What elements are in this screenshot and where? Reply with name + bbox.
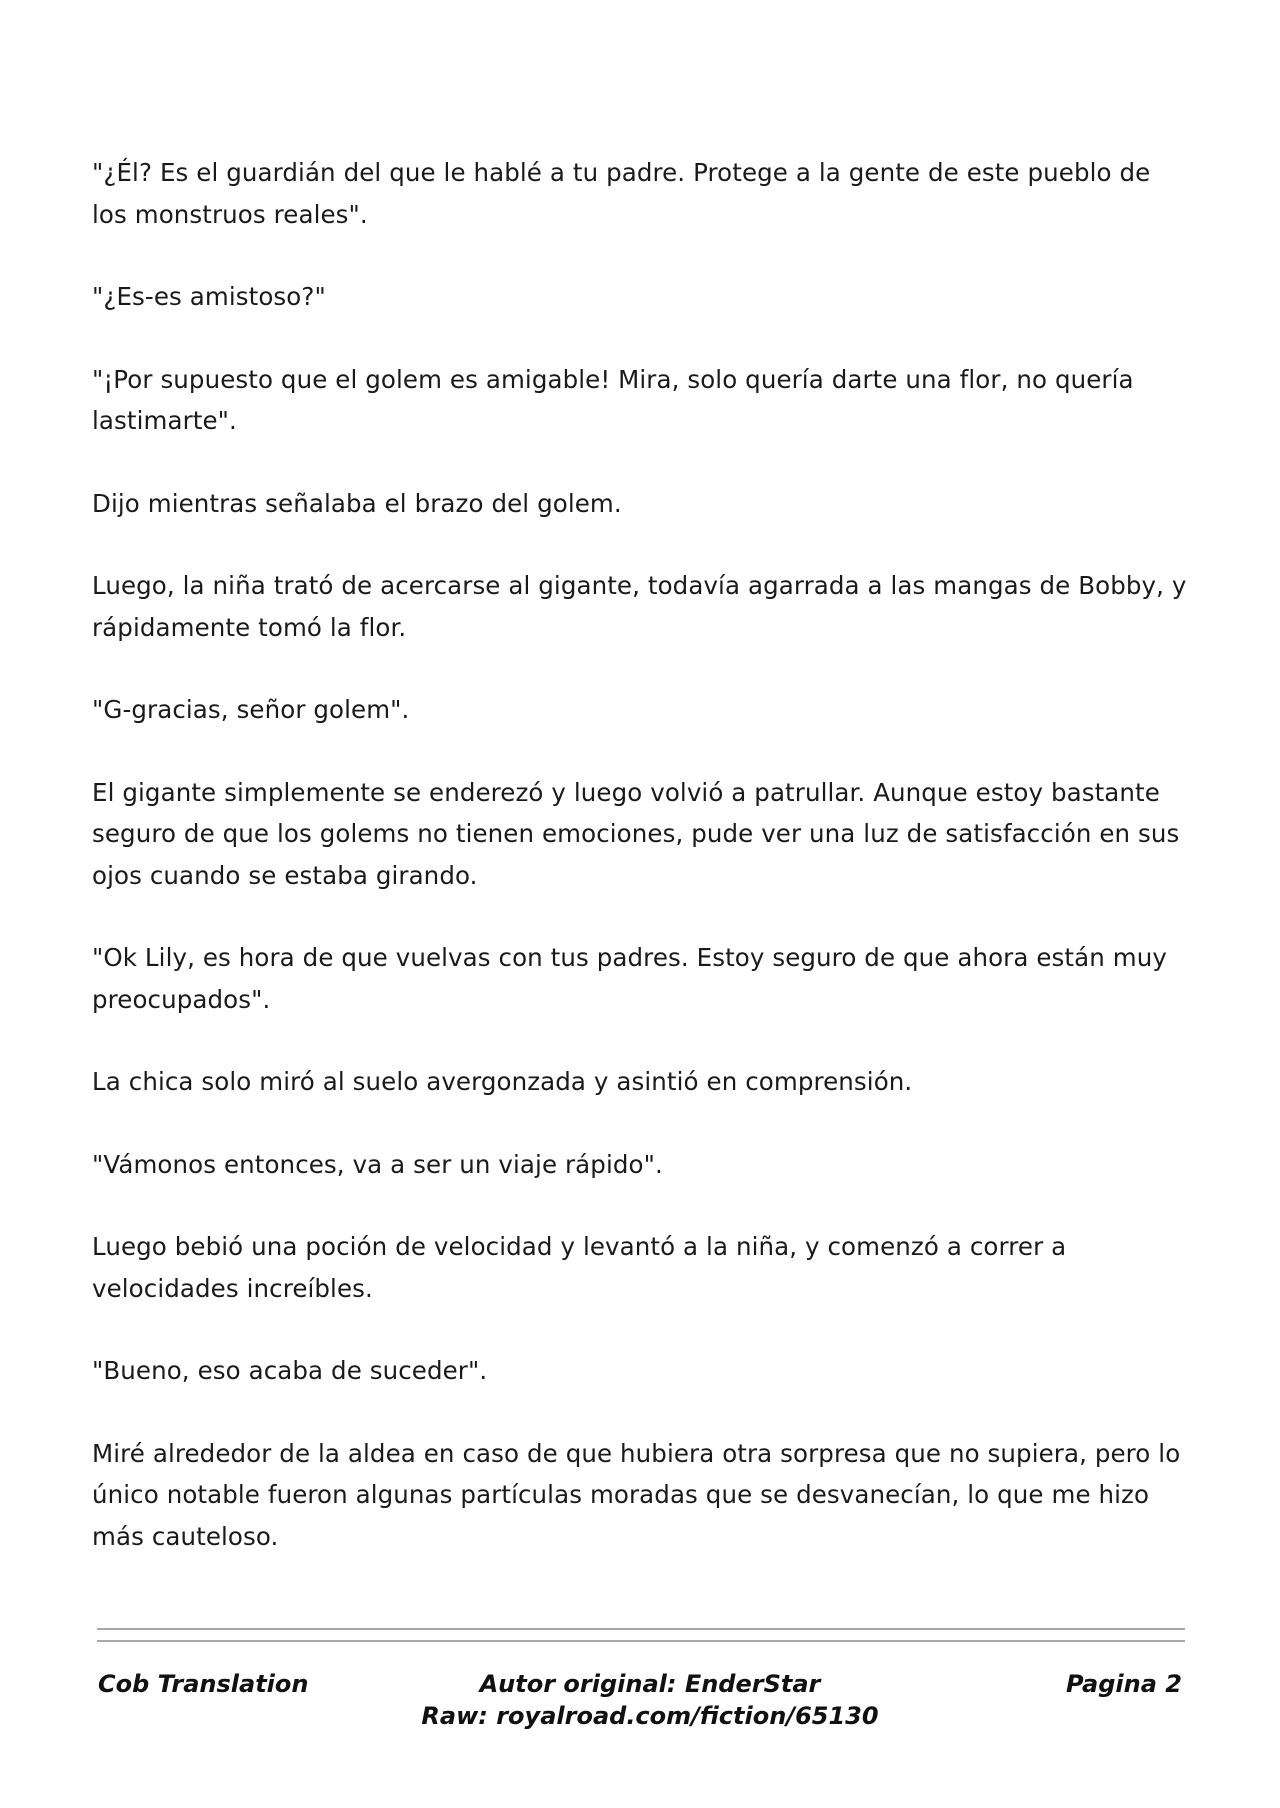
footer-page-number: Pagina 2 [1066,1670,1182,1698]
paragraph: "Ok Lily, es hora de que vuelvas con tus padres. Estoy seguro de que ahora están muy preocupados". [92,943,1167,1014]
footer-translator: Cob Translation [98,1670,309,1698]
paragraph: Dijo mientras señalaba el brazo del golem. [92,488,622,518]
footer-divider-top [97,1628,1185,1630]
paragraph: "¿Es-es amistoso?" [92,282,326,311]
paragraph: Luego, la niña trató de acercarse al gigante, todavía agarrada a las mangas de Bobby, y rápidamente tomó la flor. [92,571,1187,642]
paragraph: "G-gracias, señor golem". [92,695,410,724]
footer-divider-bottom [97,1640,1185,1642]
paragraph: Miré alrededor de la aldea en caso de que hubiera otra sorpresa que no supiera, pero lo único notable fueron algunas partículas moradas que se desvanecían, lo que me hizo más cauteloso. [92,1438,1181,1551]
paragraph: "¡Por supuesto que el golem es amigable! Mira, solo quería darte una flor, no quería lastimarte". [92,364,1134,435]
paragraph: El gigante simplemente se enderezó y luego volvió a patrullar. Aunque estoy bastante seguro de que los golems no tienen emociones, pude ver una luz de satisfacción en sus ojos cuando se estaba girando. [92,777,1180,890]
paragraph: Luego bebió una poción de velocidad y levantó a la niña, y comenzó a correr a velocidades increíbles. [92,1232,1067,1303]
paragraph: La chica solo miró al suelo avergonzada y asintió en comprensión. [92,1067,913,1096]
body-text [92,152,1192,1598]
paragraph: "Bueno, eso acaba de suceder". [92,1356,488,1385]
footer-author: Autor original: EnderStar [479,1670,821,1698]
footer-raw-source: Raw: royalroad.com/fiction/65130 [421,1702,879,1730]
paragraph: "¿Él? Es el guardián del que le hablé a tu padre. Protege a la gente de este pueblo de los monstruos reales". [92,158,1151,229]
paragraph: "Vámonos entonces, va a ser un viaje rápido". [92,1149,663,1179]
